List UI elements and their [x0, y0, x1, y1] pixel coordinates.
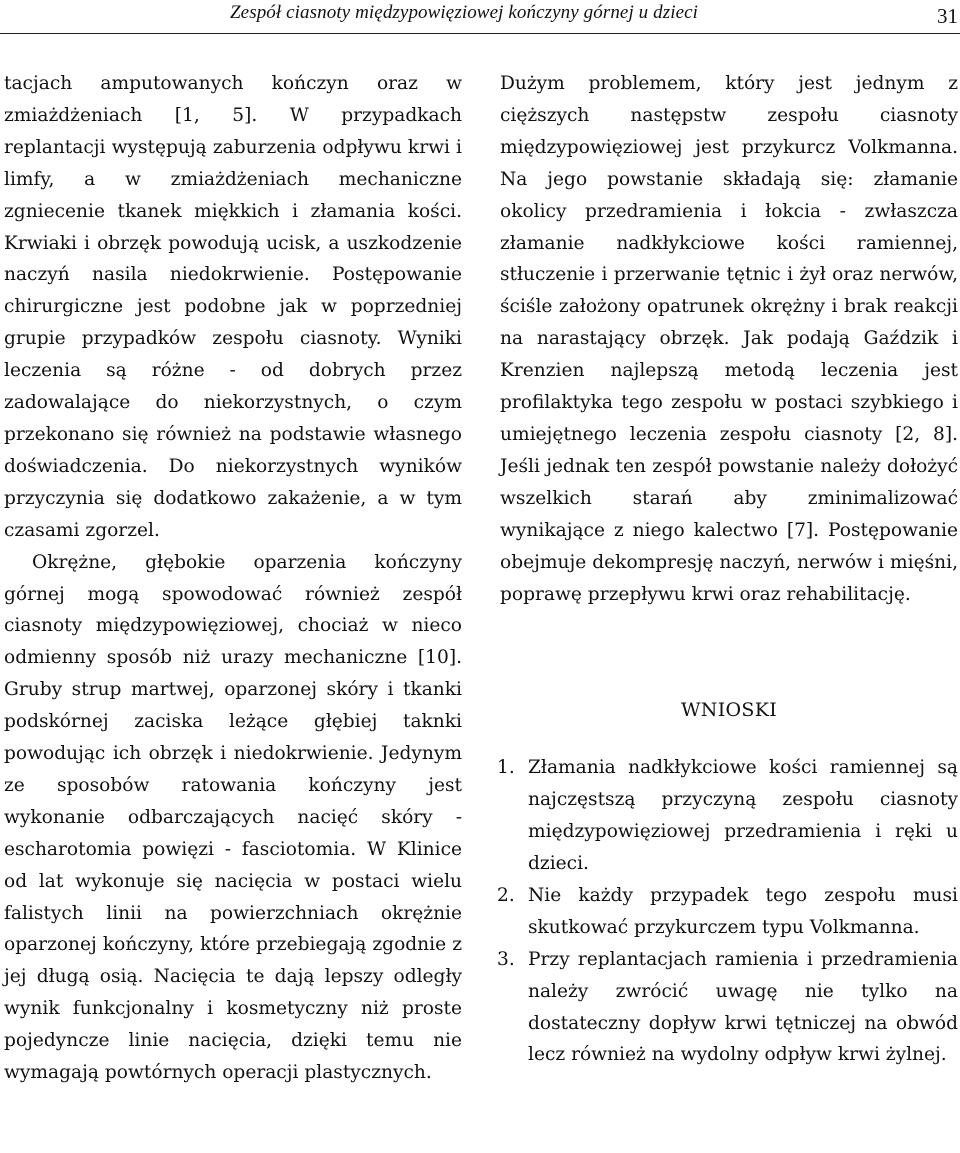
left-paragraph-2: Okrężne, głębokie oparzenia kończyny górnej mogą spowodować również zespół ciasnoty międzypowięziowej, chociaż w nieco odmienny sposób niż urazy mechaniczne [10]. Gruby strup martwej, oparzonej skóry i tkanki podskórnej zaciska leżące głębiej taknki powodując ich obrzęk i niedokrwienie. Jedynym ze sposobów ratowania kończyny jest wykonanie odbarczających nacięć skóry - escharotomia powięzi - fasciotomia. W Klinice od lat wykonuje się nacięcia w postaci wielu falistych linii na powierzchniach okrężnie oparzonej kończyny, które przebiegają zgodnie z jej długą osią. Nacięcia te dają lepszy odległy wynik funkcjonalny i kosmetyczny niż proste pojedyncze linie nacięcia, dzięki temu nie wymagają powtórnych operacji plastycznych.	[4, 551, 462, 1084]
left-column	[4, 68, 462, 1089]
page-header	[0, 0, 960, 34]
conclusion-text: Przy replantacjach ramienia i przedramienia należy zwrócić uwagę nie tylko na dostateczny dopływ krwi tętniczej na obwód lecz również na wydolny odpływ krwi żylnej.	[528, 948, 958, 1066]
left-paragraph-1: tacjach amputowanych kończyn oraz w zmiażdżeniach [1, 5]. W przypadkach replantacji występują zaburzenia odpływu krwi i limfy, a w zmiażdżeniach mechaniczne zgniecenie tkanek miękkich i złamania kości. Krwiaki i obrzęk powodują ucisk, a uszkodzenie naczyń nasila niedokrwienie. Postępowanie chirurgiczne jest podobne jak w poprzedniej grupie przypadków zespołu ciasnoty. Wyniki leczenia są różne - od dobrych przez zadowalające do niekorzystnych, o czym przekonano się również na podstawie własnego doświadczenia. Do niekorzystnych wyników przyczynia się dodatkowo zakażenie, a w tym czasami zgorzel.	[4, 73, 462, 541]
conclusion-number: 3.	[497, 948, 515, 970]
page-number: 31	[937, 4, 958, 28]
conclusion-item	[497, 880, 958, 944]
header-rule	[0, 33, 960, 34]
conclusion-item	[497, 944, 958, 1072]
running-title: Zespół ciasnoty międzypowięziowej kończyny górnej u dzieci	[230, 2, 699, 23]
conclusion-number: 1.	[497, 757, 515, 779]
conclusion-item	[497, 752, 958, 880]
right-column	[497, 68, 958, 1071]
conclusion-text: Nie każdy przypadek tego zespołu musi skutkować przykurczem typu Volkmanna.	[528, 884, 958, 938]
conclusion-text: Złamania nadkłykciowe kości ramiennej są najczęstszą przyczyną zespołu ciasnoty międzypowięziowej przedramienia i ręki u dzieci.	[528, 757, 958, 875]
conclusion-number: 2.	[497, 884, 515, 906]
conclusions-list	[497, 752, 958, 1071]
section-heading-conclusions: WNIOSKI	[680, 699, 778, 722]
right-paragraph-1: Dużym problemem, który jest jednym z cięższych następstw zespołu ciasnoty międzypowięziowej jest przykurcz Volkmanna. Na jego powstanie składają się: złamanie okolicy przedramienia i łokcia - zwłaszcza złamanie nadkłykciowe kości ramiennej, stłuczenie i przerwanie tętnic i żył oraz nerwów, ściśle założony opatrunek okrężny i brak reakcji na narastający obrzęk. Jak podają Gaździk i Krenzien najlepszą metodą leczenia jest profilaktyka tego zespołu w postaci szybkiego i umiejętnego leczenia zespołu ciasnoty [2, 8]. Jeśli jednak ten zespół powstanie należy dołożyć wszelkich starań aby zminimalizować wynikające z niego kalectwo [7]. Postępowanie obejmuje dekompresję naczyń, nerwów i mięśni, poprawę przepływu krwi oraz rehabilitację.	[500, 73, 958, 605]
